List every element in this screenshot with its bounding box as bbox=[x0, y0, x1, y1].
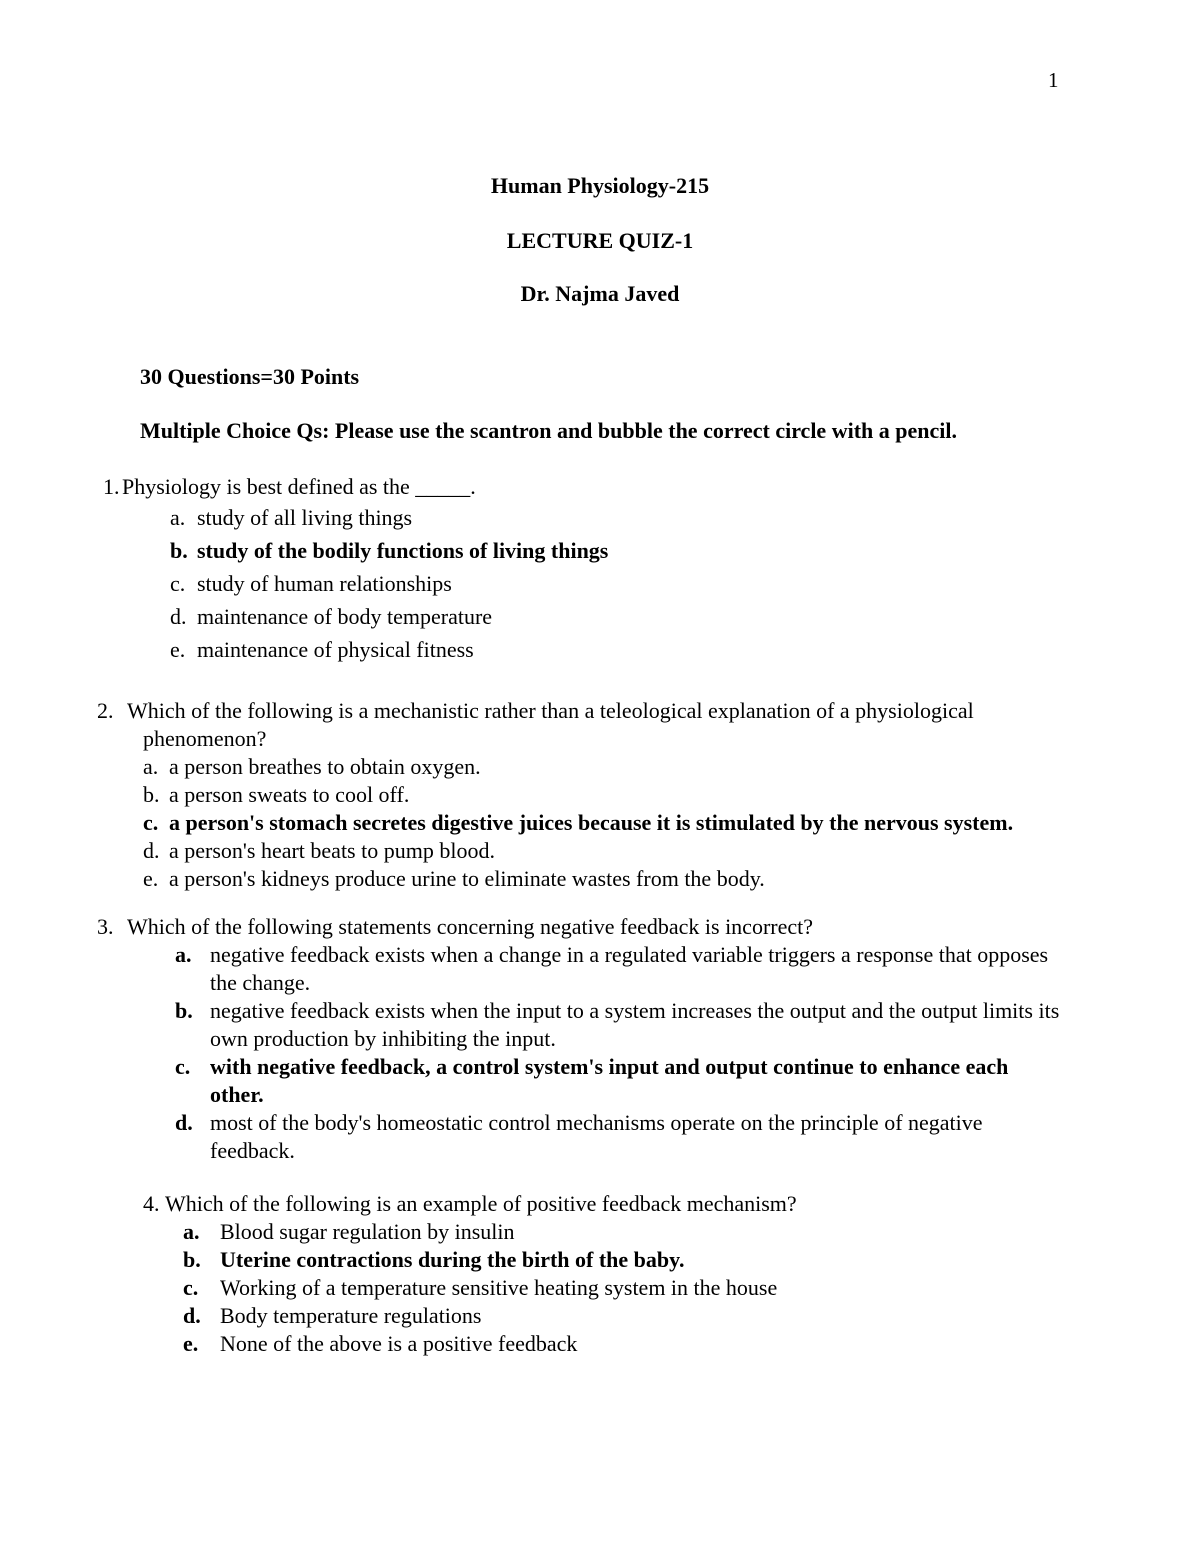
q1-option-c bbox=[0, 567, 1065, 600]
option-text: study of all living things bbox=[197, 505, 413, 530]
option-letter: a. bbox=[170, 505, 186, 530]
question-stem-text: Which of the following is a mechanistic rather than a teleological explanation of a physiological phenomenon? bbox=[127, 698, 974, 751]
option-letter: a. bbox=[183, 1219, 200, 1244]
option-letter: b. bbox=[170, 538, 188, 563]
q4-option-b bbox=[0, 1246, 1065, 1274]
option-letter: d. bbox=[183, 1303, 201, 1328]
q4-option-c bbox=[0, 1274, 1065, 1302]
q2-option-e bbox=[0, 865, 1065, 893]
q1-option-d bbox=[0, 600, 1065, 633]
option-text: a person sweats to cool off. bbox=[169, 782, 410, 807]
question-4-stem bbox=[0, 1190, 1065, 1218]
q2-option-b bbox=[0, 781, 1065, 809]
instructor-name: Dr. Najma Javed bbox=[520, 281, 680, 306]
points-summary: 30 Questions=30 Points bbox=[140, 364, 360, 389]
question-2 bbox=[0, 697, 1065, 893]
option-letter: e. bbox=[143, 866, 159, 891]
option-text: a person breathes to obtain oxygen. bbox=[169, 754, 481, 779]
option-letter: d. bbox=[170, 604, 187, 629]
option-text: Uterine contractions during the birth of the baby. bbox=[220, 1247, 685, 1272]
option-letter: b. bbox=[143, 782, 160, 807]
option-text: maintenance of body temperature bbox=[197, 604, 493, 629]
q3-option-d bbox=[0, 1109, 1065, 1165]
option-text: a person's heart beats to pump blood. bbox=[169, 838, 495, 863]
option-text: Body temperature regulations bbox=[220, 1303, 482, 1328]
option-letter: c. bbox=[170, 571, 186, 596]
question-stem-text: Which of the following is an example of positive feedback mechanism? bbox=[165, 1191, 797, 1216]
option-text: a person's stomach secretes digestive juices because it is stimulated by the nervous system. bbox=[169, 810, 1014, 835]
option-text: study of human relationships bbox=[197, 571, 452, 596]
q1-option-b bbox=[0, 534, 1065, 567]
question-3 bbox=[0, 913, 1065, 1165]
question-4 bbox=[0, 1190, 1065, 1358]
quiz-title: LECTURE QUIZ-1 bbox=[506, 228, 694, 253]
q3-option-a bbox=[0, 941, 1065, 997]
course-title: Human Physiology-215 bbox=[490, 173, 710, 198]
question-2-stem bbox=[0, 697, 1065, 753]
q2-option-c bbox=[0, 809, 1065, 837]
question-1 bbox=[0, 473, 1065, 666]
q4-option-e bbox=[0, 1330, 1065, 1358]
question-number: 2. bbox=[97, 698, 114, 723]
quiz-body bbox=[0, 363, 1065, 1358]
option-letter: b. bbox=[175, 998, 193, 1023]
option-letter: c. bbox=[143, 810, 159, 835]
option-letter: d. bbox=[143, 838, 160, 863]
option-letter: e. bbox=[170, 637, 186, 662]
question-number: 4. bbox=[143, 1191, 160, 1216]
question-1-stem bbox=[0, 473, 1065, 501]
q2-option-d bbox=[0, 837, 1065, 865]
question-number: 3. bbox=[97, 914, 114, 939]
option-letter: d. bbox=[175, 1110, 193, 1135]
instructions: Multiple Choice Qs: Please use the scantron and bubble the correct circle with a pencil. bbox=[140, 418, 957, 443]
q1-option-e bbox=[0, 633, 1065, 666]
option-letter: b. bbox=[183, 1247, 201, 1272]
q4-option-a bbox=[0, 1218, 1065, 1246]
option-text: negative feedback exists when a change in a regulated variable triggers a response that opposes the change. bbox=[210, 942, 1049, 995]
q4-option-d bbox=[0, 1302, 1065, 1330]
question-3-stem bbox=[0, 913, 1065, 941]
option-letter: c. bbox=[175, 1054, 191, 1079]
q3-option-b bbox=[0, 997, 1065, 1053]
q2-option-a bbox=[0, 753, 1065, 781]
q3-option-c bbox=[0, 1053, 1065, 1109]
question-stem-text: Which of the following statements concerning negative feedback is incorrect? bbox=[127, 914, 814, 939]
option-text: with negative feedback, a control system's input and output continue to enhance each other. bbox=[210, 1054, 1009, 1107]
question-stem-text: Physiology is best defined as the _____. bbox=[122, 474, 476, 499]
page-number: 1 bbox=[1048, 68, 1059, 92]
option-text: Working of a temperature sensitive heating system in the house bbox=[220, 1275, 778, 1300]
option-letter: e. bbox=[183, 1331, 199, 1356]
question-number: 1. bbox=[103, 474, 120, 499]
option-text: a person's kidneys produce urine to eliminate wastes from the body. bbox=[169, 866, 765, 891]
option-text: most of the body's homeostatic control mechanisms operate on the principle of negative feedback. bbox=[210, 1110, 983, 1163]
option-text: negative feedback exists when the input to a system increases the output and the output limits its own production by inhibiting the input. bbox=[210, 998, 1060, 1051]
option-letter: a. bbox=[143, 754, 159, 779]
option-letter: c. bbox=[183, 1275, 199, 1300]
option-letter: a. bbox=[175, 942, 192, 967]
option-text: study of the bodily functions of living things bbox=[197, 538, 609, 563]
option-text: Blood sugar regulation by insulin bbox=[220, 1219, 515, 1244]
option-text: maintenance of physical fitness bbox=[197, 637, 474, 662]
q1-option-a bbox=[0, 501, 1065, 534]
option-text: None of the above is a positive feedback bbox=[220, 1331, 578, 1356]
